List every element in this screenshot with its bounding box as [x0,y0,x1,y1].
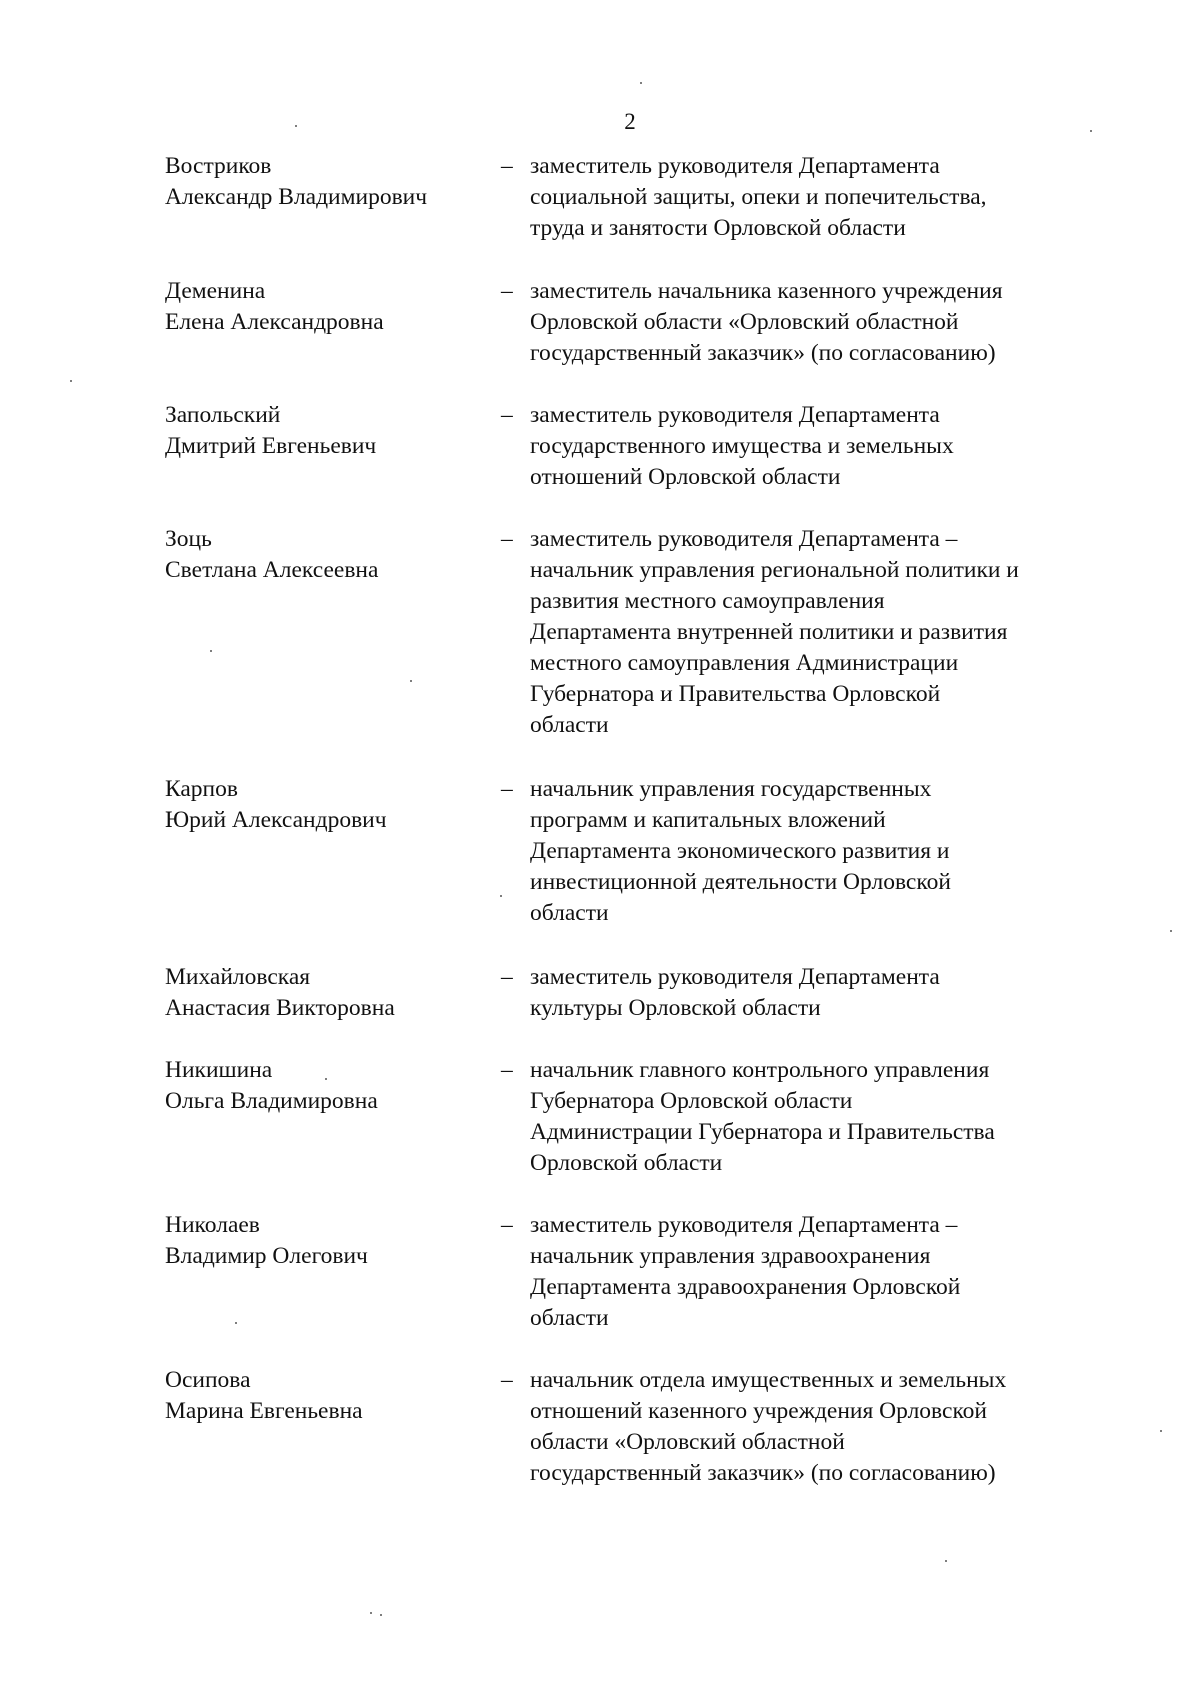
role-line: Департамента экономического развития и [530,838,950,864]
role-line: начальник управления региональной политики и [530,557,1019,583]
member-surname: Востриков [165,153,272,179]
role-line: начальник отдела имущественных и земельных [530,1367,1007,1393]
member-given-name: Александр Владимирович [165,184,428,210]
role-line: Администрации Губернатора и Правительства [530,1119,995,1145]
member-name [165,151,495,213]
scan-speck [370,1612,372,1614]
role-line: заместитель руководителя Департамента [530,964,940,990]
separator-dash: – [501,1212,513,1238]
role-line: Губернатора и Правительства Орловской [530,681,941,707]
member-name [165,524,495,586]
role-line: области «Орловский областной [530,1429,845,1455]
role-line: Департамента внутренней политики и развития [530,619,1008,645]
role-line: развития местного самоуправления [530,588,885,614]
member-surname: Николаев [165,1212,260,1238]
scan-speck [410,680,412,682]
scan-speck [640,82,642,84]
role-line: культуры Орловской области [530,995,821,1021]
member-surname: Михайловская [165,964,311,990]
scan-speck [1160,1430,1162,1432]
member-given-name: Светлана Алексеевна [165,557,379,583]
member-role [530,151,1120,244]
scan-speck [500,895,502,897]
member-role [530,1210,1120,1334]
scan-speck [945,1560,947,1562]
role-line: государственный заказчик» (по согласованию) [530,340,996,366]
member-name [165,1055,495,1117]
separator-dash: – [501,964,513,990]
role-line: отношений казенного учреждения Орловской [530,1398,987,1424]
role-line: труда и занятости Орловской области [530,215,906,241]
role-line: начальник управления здравоохранения [530,1243,931,1269]
role-line: государственный заказчик» (по согласованию) [530,1460,996,1486]
separator-dash: – [501,278,513,304]
member-surname: Осипова [165,1367,251,1393]
role-line: местного самоуправления Администрации [530,650,959,676]
member-name [165,962,495,1024]
member-role [530,1055,1120,1179]
member-given-name: Елена Александровна [165,309,384,335]
member-given-name: Марина Евгеньевна [165,1398,363,1424]
role-line: области [530,900,609,926]
scan-speck [1170,930,1172,932]
scan-speck [235,1322,237,1324]
member-name [165,1365,495,1427]
role-line: области [530,1305,609,1331]
separator-dash: – [501,402,513,428]
member-role [530,524,1120,741]
member-name [165,400,495,462]
scan-speck [380,1614,382,1616]
member-role [530,276,1120,369]
role-line: Губернатора Орловской области [530,1088,853,1114]
role-line: начальник главного контрольного управления [530,1057,990,1083]
separator-dash: – [501,1367,513,1393]
role-line: области [530,712,609,738]
role-line: Департамента здравоохранения Орловской [530,1274,961,1300]
role-line: заместитель руководителя Департамента [530,402,940,428]
separator-dash: – [501,1057,513,1083]
member-role [530,774,1120,929]
role-line: инвестиционной деятельности Орловской [530,869,951,895]
scan-speck [1090,130,1092,132]
member-surname: Деменина [165,278,266,304]
member-role [530,400,1120,493]
role-line: Орловской области [530,1150,723,1176]
member-given-name: Дмитрий Евгеньевич [165,433,377,459]
scan-speck [210,650,212,652]
member-surname: Никишина [165,1057,273,1083]
role-line: заместитель руководителя Департамента [530,153,940,179]
member-surname: Запольский [165,402,281,428]
role-line: государственного имущества и земельных [530,433,954,459]
role-line: начальник управления государственных [530,776,932,802]
member-name [165,1210,495,1272]
member-name [165,276,495,338]
member-given-name: Юрий Александрович [165,807,387,833]
member-role [530,962,1120,1024]
member-name [165,774,495,836]
role-line: заместитель руководителя Департамента – [530,526,958,552]
role-line: Орловской области «Орловский областной [530,309,959,335]
role-line: отношений Орловской области [530,464,841,490]
member-surname: Карпов [165,776,238,802]
scan-speck [295,125,297,127]
page-number: 2 [624,109,636,134]
member-role [530,1365,1120,1489]
role-line: социальной защиты, опеки и попечительства, [530,184,987,210]
role-line: программ и капитальных вложений [530,807,886,833]
member-given-name: Анастасия Викторовна [165,995,395,1021]
separator-dash: – [501,526,513,552]
member-given-name: Ольга Владимировна [165,1088,378,1114]
role-line: заместитель начальника казенного учреждения [530,278,1003,304]
scan-speck [70,380,72,382]
separator-dash: – [501,776,513,802]
separator-dash: – [501,153,513,179]
member-given-name: Владимир Олегович [165,1243,368,1269]
role-line: заместитель руководителя Департамента – [530,1212,958,1238]
scan-speck [325,1078,327,1080]
member-surname: Зоць [165,526,212,552]
